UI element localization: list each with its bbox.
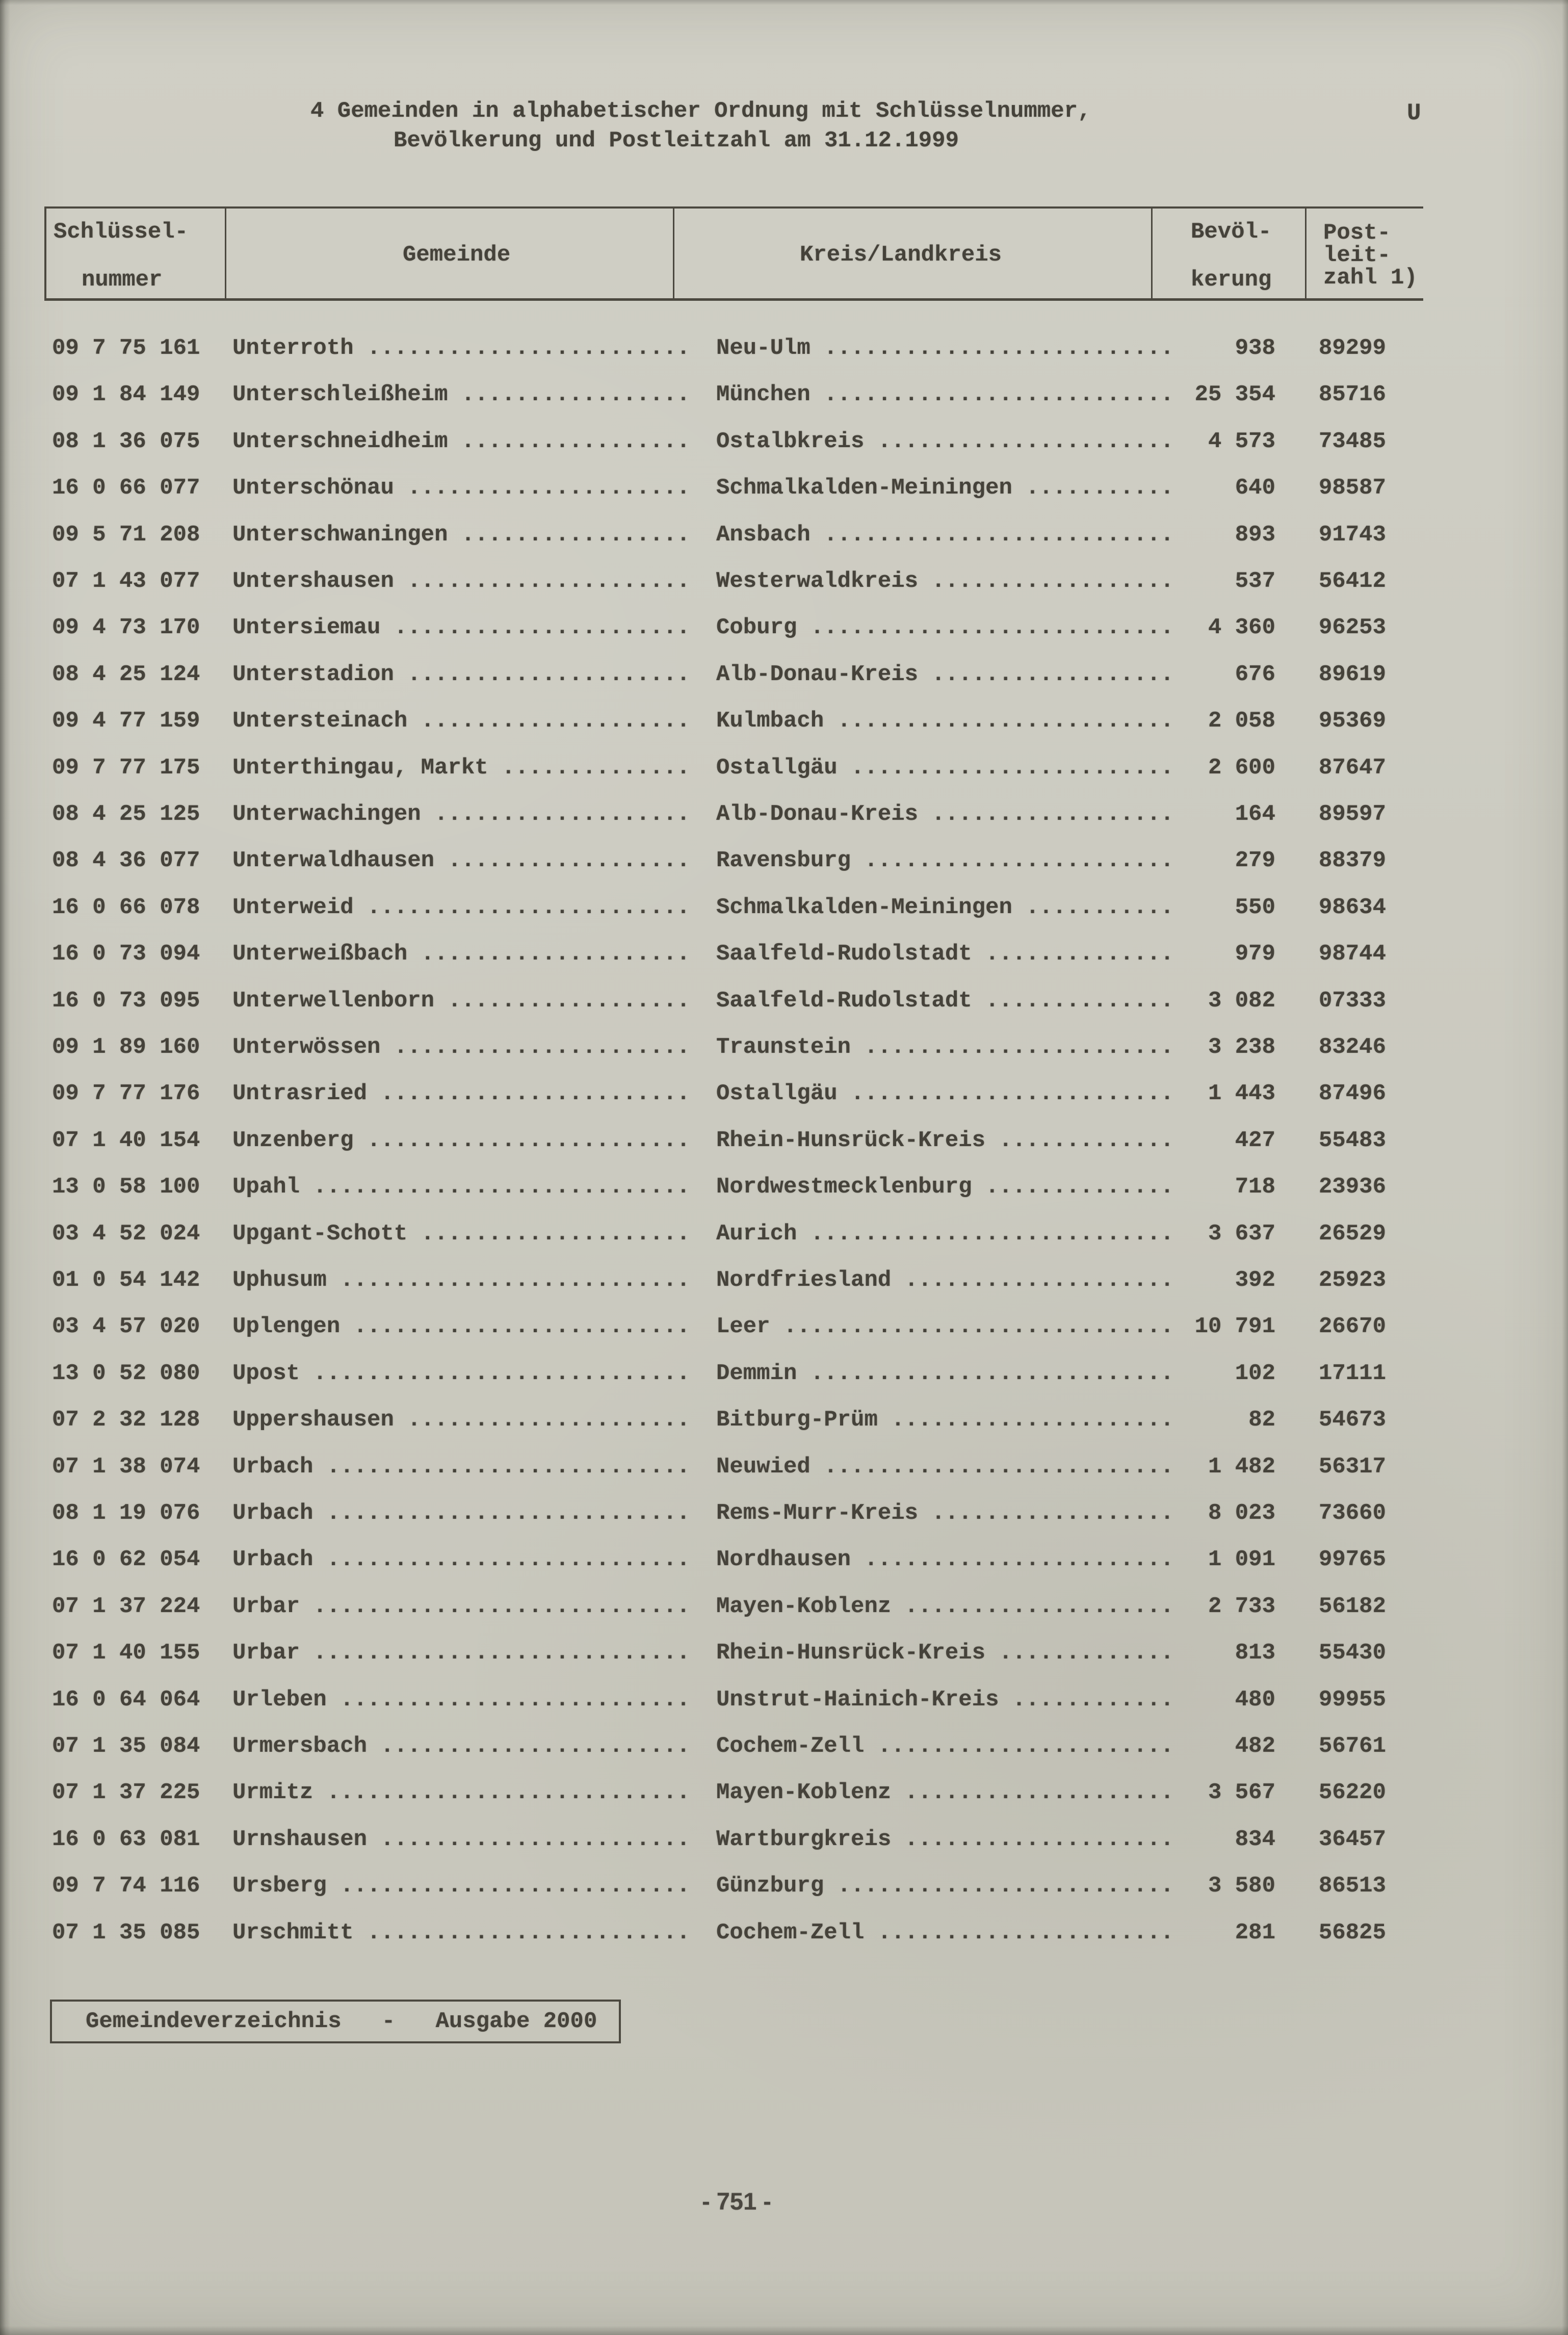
table-row	[0, 943, 1568, 965]
row-kreis: Bitburg-Prüm .....................	[716, 1407, 1174, 1433]
row-postleitzahl: 87496	[1318, 1081, 1386, 1107]
row-kreis: Günzburg .........................	[716, 1873, 1174, 1899]
row-bevoelkerung: 2 733	[1208, 1593, 1275, 1619]
row-gemeinde: Ursberg ..........................	[232, 1873, 690, 1899]
page-title-line2: Bevölkerung und Postleitzahl am 31.12.1999	[394, 128, 959, 153]
table-row	[0, 1269, 1568, 1291]
row-bevoelkerung: 1 443	[1208, 1081, 1275, 1107]
row-kreis: Mayen-Koblenz ....................	[716, 1780, 1174, 1806]
table-row	[0, 849, 1568, 872]
page-number: - 751 -	[702, 2188, 771, 2215]
table-row	[0, 1781, 1568, 1804]
table-row	[0, 757, 1568, 779]
row-postleitzahl: 56182	[1318, 1593, 1386, 1619]
row-bevoelkerung: 164	[1235, 801, 1275, 827]
row-kreis: Mayen-Koblenz ....................	[716, 1593, 1174, 1619]
row-kreis: Rhein-Hunsrück-Kreis .............	[716, 1640, 1174, 1666]
row-bevoelkerung: 676	[1235, 661, 1275, 687]
row-postleitzahl: 73485	[1318, 428, 1386, 454]
row-key-number: 09 7 75 161	[52, 335, 200, 361]
row-gemeinde: Uphusum ..........................	[232, 1267, 690, 1293]
table-row	[0, 430, 1568, 453]
row-postleitzahl: 99765	[1318, 1547, 1386, 1573]
row-postleitzahl: 55483	[1318, 1127, 1386, 1153]
row-kreis: Neu-Ulm ..........................	[716, 335, 1174, 361]
row-postleitzahl: 98744	[1318, 941, 1386, 967]
row-postleitzahl: 87647	[1318, 755, 1386, 781]
row-bevoelkerung: 938	[1235, 335, 1275, 361]
row-bevoelkerung: 1 091	[1208, 1547, 1275, 1573]
row-key-number: 16 0 62 054	[52, 1547, 200, 1573]
table-row	[0, 1176, 1568, 1198]
row-bevoelkerung: 392	[1235, 1267, 1275, 1293]
row-postleitzahl: 23936	[1318, 1174, 1386, 1200]
row-key-number: 09 7 77 176	[52, 1081, 200, 1107]
row-gemeinde: Urmitz ...........................	[232, 1780, 690, 1806]
row-gemeinde: Urbar ............................	[232, 1593, 690, 1619]
row-bevoelkerung: 3 580	[1208, 1873, 1275, 1899]
row-postleitzahl: 07333	[1318, 988, 1386, 1014]
row-gemeinde: Urbach ...........................	[232, 1500, 690, 1526]
row-kreis: Westerwaldkreis ..................	[716, 568, 1174, 594]
row-key-number: 16 0 66 078	[52, 894, 200, 920]
alphabet-index-letter: U	[1407, 100, 1421, 126]
row-postleitzahl: 26529	[1318, 1221, 1386, 1247]
header-postleitzahl-line3: zahl 1)	[1323, 265, 1418, 291]
header-gemeinde: Gemeinde	[403, 242, 511, 268]
row-gemeinde: Urschmitt ........................	[232, 1919, 690, 1945]
table-row	[0, 1548, 1568, 1571]
row-kreis: Neuwied ..........................	[716, 1454, 1174, 1480]
row-bevoelkerung: 427	[1235, 1127, 1275, 1153]
row-postleitzahl: 99955	[1318, 1687, 1386, 1713]
row-kreis: Aurich ...........................	[716, 1221, 1174, 1247]
row-gemeinde: Untershausen .....................	[232, 568, 690, 594]
table-row	[0, 1642, 1568, 1664]
row-bevoelkerung: 25 354	[1194, 382, 1275, 408]
row-key-number: 09 4 77 159	[52, 708, 200, 734]
row-bevoelkerung: 834	[1235, 1826, 1275, 1852]
table-row	[0, 1362, 1568, 1385]
row-bevoelkerung: 718	[1235, 1174, 1275, 1200]
row-postleitzahl: 89619	[1318, 661, 1386, 687]
row-kreis: Wartburgkreis ....................	[716, 1826, 1174, 1852]
row-key-number: 09 1 84 149	[52, 382, 200, 408]
row-bevoelkerung: 640	[1235, 475, 1275, 501]
row-gemeinde: Upost ............................	[232, 1360, 690, 1386]
row-gemeinde: Uplengen .........................	[232, 1314, 690, 1340]
row-key-number: 16 0 63 081	[52, 1826, 200, 1852]
row-gemeinde: Untersteinach ....................	[232, 708, 690, 734]
row-postleitzahl: 91743	[1318, 522, 1386, 548]
row-bevoelkerung: 281	[1235, 1919, 1275, 1945]
row-postleitzahl: 26670	[1318, 1314, 1386, 1340]
table-row	[0, 1735, 1568, 1757]
row-gemeinde: Unterwachingen ...................	[232, 801, 690, 827]
table-row	[0, 1595, 1568, 1618]
row-gemeinde: Untersiemau ......................	[232, 615, 690, 641]
row-key-number: 07 1 40 154	[52, 1127, 200, 1153]
row-postleitzahl: 83246	[1318, 1034, 1386, 1060]
row-gemeinde: Unterwössen ......................	[232, 1034, 690, 1060]
row-key-number: 07 1 35 085	[52, 1919, 200, 1945]
row-key-number: 09 7 77 175	[52, 755, 200, 781]
row-gemeinde: Urbach ...........................	[232, 1547, 690, 1573]
row-bevoelkerung: 8 023	[1208, 1500, 1275, 1526]
header-postleitzahl-line2: leit-	[1323, 243, 1391, 268]
row-key-number: 08 4 25 125	[52, 801, 200, 827]
row-gemeinde: Unterschwaningen .................	[232, 522, 690, 548]
table-row	[0, 710, 1568, 732]
row-gemeinde: Unzenberg ........................	[232, 1127, 690, 1153]
row-gemeinde: Unterstadion .....................	[232, 661, 690, 687]
row-bevoelkerung: 480	[1235, 1687, 1275, 1713]
row-kreis: Rhein-Hunsrück-Kreis .............	[716, 1127, 1174, 1153]
row-key-number: 09 1 89 160	[52, 1034, 200, 1060]
row-bevoelkerung: 537	[1235, 568, 1275, 594]
row-kreis: Demmin ...........................	[716, 1360, 1174, 1386]
row-kreis: München ..........................	[716, 382, 1174, 408]
row-gemeinde: Unterroth ........................	[232, 335, 690, 361]
row-postleitzahl: 36457	[1318, 1826, 1386, 1852]
row-key-number: 16 0 66 077	[52, 475, 200, 501]
table-row	[0, 1919, 1568, 1945]
row-kreis: Ostalbkreis ......................	[716, 428, 1174, 454]
row-kreis: Nordhausen .......................	[716, 1547, 1174, 1573]
row-postleitzahl: 89597	[1318, 801, 1386, 827]
row-postleitzahl: 56825	[1318, 1919, 1386, 1945]
row-gemeinde: Urleben ..........................	[232, 1687, 690, 1713]
row-key-number: 07 1 43 077	[52, 568, 200, 594]
row-gemeinde: Unterweid ........................	[232, 894, 690, 920]
edition-label: Gemeindeverzeichnis - Ausgabe 2000	[86, 2009, 597, 2034]
row-bevoelkerung: 3 637	[1208, 1221, 1275, 1247]
row-kreis: Coburg ...........................	[716, 615, 1174, 641]
row-kreis: Nordwestmecklenburg ..............	[716, 1174, 1174, 1200]
table-row	[0, 1828, 1568, 1851]
row-postleitzahl: 56220	[1318, 1780, 1386, 1806]
row-key-number: 16 0 64 064	[52, 1687, 200, 1713]
row-kreis: Kulmbach .........................	[716, 708, 1174, 734]
row-key-number: 08 1 36 075	[52, 428, 200, 454]
row-bevoelkerung: 813	[1235, 1640, 1275, 1666]
row-gemeinde: Urmersbach .......................	[232, 1733, 690, 1759]
row-key-number: 07 1 37 224	[52, 1593, 200, 1619]
row-bevoelkerung: 102	[1235, 1360, 1275, 1386]
table-row	[0, 1456, 1568, 1478]
table-row	[0, 1502, 1568, 1524]
table-row	[0, 1223, 1568, 1245]
row-postleitzahl: 56412	[1318, 568, 1386, 594]
row-key-number: 07 1 40 155	[52, 1640, 200, 1666]
table-row	[0, 616, 1568, 639]
row-kreis: Ostallgäu ........................	[716, 755, 1174, 781]
header-schluesselnummer-line1: Schlüssel-	[54, 219, 189, 245]
header-postleitzahl-line1: Post-	[1323, 220, 1391, 246]
row-key-number: 07 2 32 128	[52, 1407, 200, 1433]
row-postleitzahl: 56317	[1318, 1454, 1386, 1480]
row-bevoelkerung: 82	[1248, 1407, 1275, 1433]
row-bevoelkerung: 3 567	[1208, 1780, 1275, 1806]
row-postleitzahl: 85716	[1318, 382, 1386, 408]
row-bevoelkerung: 3 238	[1208, 1034, 1275, 1060]
row-gemeinde: Unterschönau .....................	[232, 475, 690, 501]
row-key-number: 09 4 73 170	[52, 615, 200, 641]
row-postleitzahl: 88379	[1318, 848, 1386, 874]
table-row	[0, 663, 1568, 686]
table-row	[0, 1082, 1568, 1105]
row-key-number: 16 0 73 095	[52, 988, 200, 1014]
page-title-line1: 4 Gemeinden in alphabetischer Ordnung mit Schlüsselnummer,	[310, 98, 1091, 124]
table-row	[0, 1036, 1568, 1058]
row-key-number: 08 4 25 124	[52, 661, 200, 687]
row-key-number: 09 5 71 208	[52, 522, 200, 548]
row-key-number: 07 1 38 074	[52, 1454, 200, 1480]
row-bevoelkerung: 10 791	[1194, 1314, 1275, 1340]
row-gemeinde: Upahl ............................	[232, 1174, 690, 1200]
row-kreis: Unstrut-Hainich-Kreis ............	[716, 1687, 1174, 1713]
row-kreis: Schmalkalden-Meiningen ...........	[716, 894, 1174, 920]
row-key-number: 07 1 37 225	[52, 1780, 200, 1806]
row-postleitzahl: 86513	[1318, 1873, 1386, 1899]
row-kreis: Leer .............................	[716, 1314, 1174, 1340]
row-bevoelkerung: 1 482	[1208, 1454, 1275, 1480]
header-bevoelkerung-line1: Bevöl-	[1191, 219, 1272, 245]
row-bevoelkerung: 979	[1235, 941, 1275, 967]
row-postleitzahl: 56761	[1318, 1733, 1386, 1759]
row-gemeinde: Unterthingau, Markt ..............	[232, 755, 690, 781]
row-kreis: Alb-Donau-Kreis ..................	[716, 661, 1174, 687]
row-kreis: Cochem-Zell ......................	[716, 1919, 1174, 1945]
table-row	[0, 1689, 1568, 1711]
table-row	[0, 383, 1568, 406]
row-bevoelkerung: 279	[1235, 848, 1275, 874]
table-row	[0, 803, 1568, 825]
row-postleitzahl: 25923	[1318, 1267, 1386, 1293]
row-gemeinde: Urbar ............................	[232, 1640, 690, 1666]
row-kreis: Schmalkalden-Meiningen ...........	[716, 475, 1174, 501]
table-row	[0, 1129, 1568, 1152]
row-kreis: Saalfeld-Rudolstadt ..............	[716, 988, 1174, 1014]
row-postleitzahl: 98634	[1318, 894, 1386, 920]
row-key-number: 16 0 73 094	[52, 941, 200, 967]
row-kreis: Nordfriesland ....................	[716, 1267, 1174, 1293]
row-bevoelkerung: 893	[1235, 522, 1275, 548]
table-row	[0, 477, 1568, 499]
row-postleitzahl: 55430	[1318, 1640, 1386, 1666]
table-row	[0, 524, 1568, 546]
row-kreis: Ostallgäu ........................	[716, 1081, 1174, 1107]
row-gemeinde: Unterschleißheim .................	[232, 382, 690, 408]
row-key-number: 13 0 58 100	[52, 1174, 200, 1200]
row-key-number: 09 7 74 116	[52, 1873, 200, 1899]
row-bevoelkerung: 482	[1235, 1733, 1275, 1759]
header-kreis-landkreis: Kreis/Landkreis	[800, 242, 1002, 268]
row-gemeinde: Unterwellenborn ..................	[232, 988, 690, 1014]
row-postleitzahl: 95369	[1318, 708, 1386, 734]
row-gemeinde: Upgant-Schott ....................	[232, 1221, 690, 1247]
row-bevoelkerung: 550	[1235, 894, 1275, 920]
row-bevoelkerung: 3 082	[1208, 988, 1275, 1014]
row-key-number: 08 4 36 077	[52, 848, 200, 874]
row-kreis: Ravensburg .......................	[716, 848, 1174, 874]
row-bevoelkerung: 2 600	[1208, 755, 1275, 781]
row-key-number: 08 1 19 076	[52, 1500, 200, 1526]
row-kreis: Alb-Donau-Kreis ..................	[716, 801, 1174, 827]
row-key-number: 07 1 35 084	[52, 1733, 200, 1759]
row-postleitzahl: 17111	[1318, 1360, 1386, 1386]
row-key-number: 01 0 54 142	[52, 1267, 200, 1293]
row-kreis: Cochem-Zell ......................	[716, 1733, 1174, 1759]
row-bevoelkerung: 4 360	[1208, 615, 1275, 641]
row-key-number: 03 4 52 024	[52, 1221, 200, 1247]
row-bevoelkerung: 4 573	[1208, 428, 1275, 454]
row-gemeinde: Uppershausen .....................	[232, 1407, 690, 1433]
row-bevoelkerung: 2 058	[1208, 708, 1275, 734]
table-row	[0, 570, 1568, 592]
edition-box	[50, 2000, 621, 2043]
row-kreis: Ansbach ..........................	[716, 522, 1174, 548]
table-row	[0, 1875, 1568, 1897]
table-row	[0, 990, 1568, 1012]
table-row	[0, 1315, 1568, 1338]
header-bevoelkerung-line2: kerung	[1191, 267, 1272, 293]
row-gemeinde: Untrasried .......................	[232, 1081, 690, 1107]
row-postleitzahl: 98587	[1318, 475, 1386, 501]
table-row	[0, 1409, 1568, 1431]
row-gemeinde: Unterschneidheim .................	[232, 428, 690, 454]
row-kreis: Rems-Murr-Kreis ..................	[716, 1500, 1174, 1526]
row-key-number: 03 4 57 020	[52, 1314, 200, 1340]
row-gemeinde: Unterweißbach ....................	[232, 941, 690, 967]
row-postleitzahl: 96253	[1318, 615, 1386, 641]
row-postleitzahl: 89299	[1318, 335, 1386, 361]
row-postleitzahl: 54673	[1318, 1407, 1386, 1433]
table-row	[0, 896, 1568, 919]
row-kreis: Traunstein .......................	[716, 1034, 1174, 1060]
header-schluesselnummer-line2: nummer	[82, 267, 163, 293]
row-key-number: 13 0 52 080	[52, 1360, 200, 1386]
row-postleitzahl: 73660	[1318, 1500, 1386, 1526]
table-row	[0, 337, 1568, 359]
row-gemeinde: Urnshausen .......................	[232, 1826, 690, 1852]
row-gemeinde: Urbach ...........................	[232, 1454, 690, 1480]
row-kreis: Saalfeld-Rudolstadt ..............	[716, 941, 1174, 967]
row-gemeinde: Unterwaldhausen ..................	[232, 848, 690, 874]
